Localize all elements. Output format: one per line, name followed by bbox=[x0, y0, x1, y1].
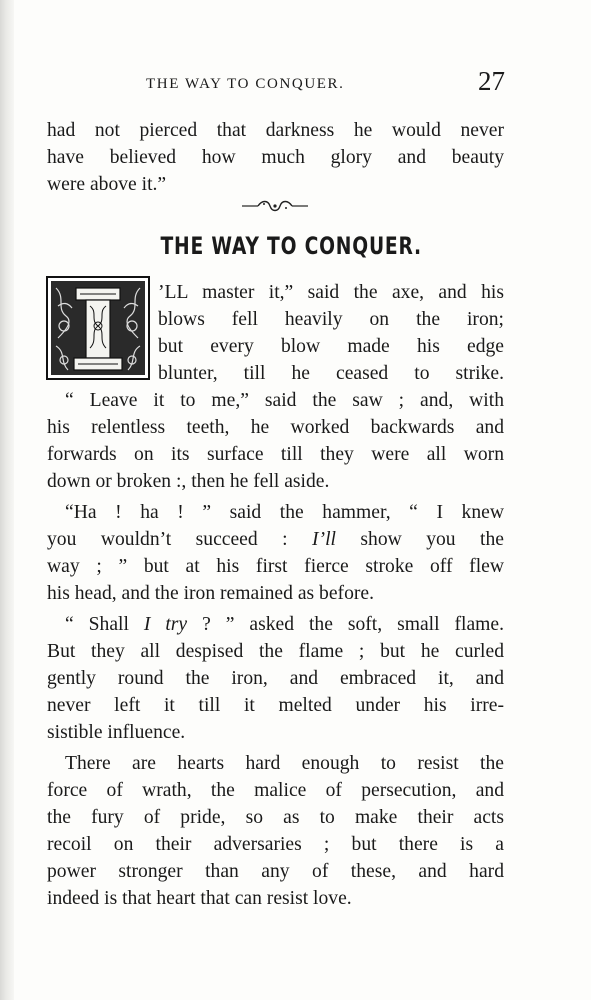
text-line: his relentless teeth, he worked backwards and bbox=[47, 417, 504, 438]
carryover-paragraph bbox=[47, 117, 504, 198]
text-line: ’LL master it,” said the axe, and his bbox=[158, 282, 504, 303]
paragraph bbox=[47, 387, 504, 495]
text-line: way ; ” but at his first fierce stroke off flew bbox=[47, 556, 504, 577]
running-header bbox=[0, 62, 591, 102]
text-line: have believed how much glory and beauty bbox=[47, 147, 504, 168]
drop-cap-paragraph bbox=[158, 279, 504, 387]
text-line: but every blow made his edge bbox=[158, 336, 504, 357]
body-text bbox=[47, 387, 504, 912]
ornament-flourish-icon bbox=[240, 199, 310, 213]
running-title: THE WAY TO CONQUER. bbox=[146, 76, 345, 92]
text-line: blows fell heavily on the iron; bbox=[158, 309, 504, 330]
text-line: forwards on its surface till they were all worn bbox=[47, 444, 504, 465]
text-line: “ Shall I try ? ” asked the soft, small flame. bbox=[65, 614, 504, 635]
page-edge-shadow bbox=[0, 0, 14, 1000]
text-line: were above it.” bbox=[47, 174, 167, 195]
text-line: force of wrath, the malice of persecution, and bbox=[47, 780, 504, 801]
text-line: recoil on their adversaries ; but there is a bbox=[47, 834, 504, 855]
text-line: never left it till it melted under his irre- bbox=[47, 695, 504, 716]
text-line: power stronger than any of these, and hard bbox=[47, 861, 504, 882]
text-line: his head, and the iron remained as before. bbox=[47, 583, 374, 604]
text-line: sistible influence. bbox=[47, 722, 186, 743]
text-line: “Ha ! ha ! ” said the hammer, “ I knew bbox=[65, 502, 504, 523]
text-line: blunter, till he ceased to strike. bbox=[158, 363, 504, 384]
text-line: There are hearts hard enough to resist the bbox=[65, 753, 504, 774]
decorated-initial-icon bbox=[46, 276, 150, 380]
page-number: 27 bbox=[478, 66, 505, 96]
text-line: the fury of pride, so as to make their acts bbox=[47, 807, 504, 828]
chapter-title: THE WAY TO CONQUER. bbox=[160, 232, 422, 260]
paragraph bbox=[47, 750, 504, 912]
paragraph bbox=[47, 499, 504, 607]
text-line: But they all despised the flame ; but he curled bbox=[47, 641, 504, 662]
text-line: gently round the iron, and embraced it, and bbox=[47, 668, 504, 689]
text-line: indeed is that heart that can resist love. bbox=[47, 888, 352, 909]
paragraph bbox=[47, 611, 504, 746]
text-line: you wouldn’t succeed : I’ll show you the bbox=[47, 529, 504, 550]
text-line: “ Leave it to me,” said the saw ; and, with bbox=[65, 390, 504, 411]
text-line: down or broken :, then he fell aside. bbox=[47, 471, 330, 492]
text-line: had not pierced that darkness he would never bbox=[47, 120, 504, 141]
